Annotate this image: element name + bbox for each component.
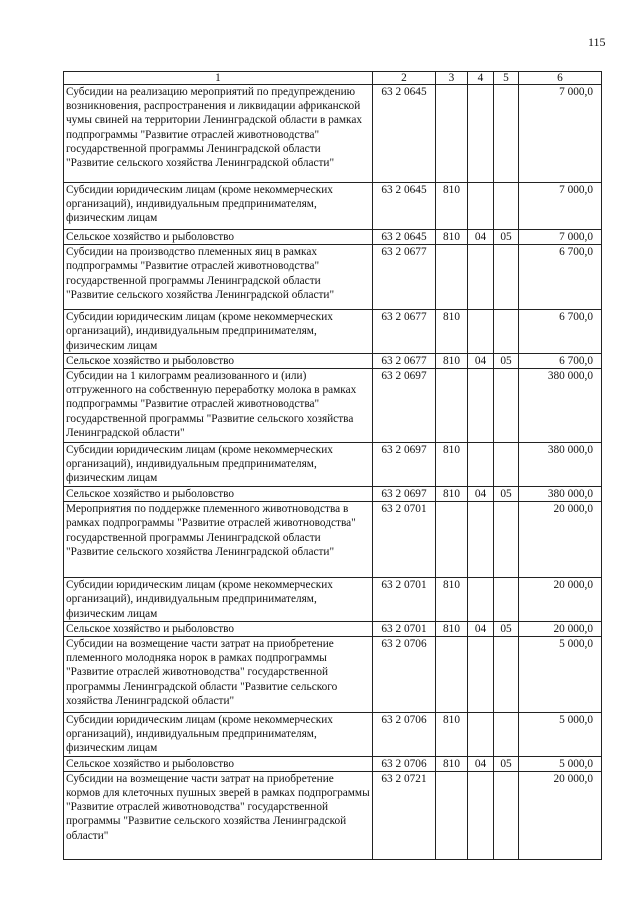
row-subsection: 05	[494, 230, 519, 245]
row-code: 63 2 0677	[373, 245, 436, 310]
table-row	[64, 443, 602, 487]
row-subsection	[494, 771, 519, 859]
row-name: Мероприятия по поддержке племенного животноводства в рамках подпрограммы "Развитие отраслей животноводства" государственной программы Ленинградской области "Развитие сельского хозяйства Ленинградской области"	[64, 502, 373, 578]
row-amount: 20 000,0	[519, 771, 602, 859]
row-amount: 7 000,0	[519, 230, 602, 245]
row-name: Сельское хозяйство и рыболовство	[64, 230, 373, 245]
row-expense-type: 810	[436, 310, 468, 354]
header-col-3: 3	[436, 72, 468, 85]
row-subsection	[494, 578, 519, 622]
row-expense-type: 810	[436, 230, 468, 245]
row-code: 63 2 0697	[373, 369, 436, 443]
table-row	[64, 621, 602, 636]
row-section	[468, 310, 494, 354]
row-expense-type	[436, 245, 468, 310]
row-section: 04	[468, 353, 494, 368]
row-amount: 5 000,0	[519, 756, 602, 771]
row-code: 63 2 0677	[373, 310, 436, 354]
row-code: 63 2 0721	[373, 771, 436, 859]
row-section	[468, 245, 494, 310]
row-expense-type: 810	[436, 756, 468, 771]
row-subsection	[494, 713, 519, 757]
header-col-2: 2	[373, 72, 436, 85]
row-expense-type: 810	[436, 487, 468, 502]
header-col-4: 4	[468, 72, 494, 85]
row-name: Субсидии на производство племенных яиц в рамках подпрограммы "Развитие отраслей животноводства" государственной программы Ленинградской области "Развитие сельского хозяйства Ленинградской области"	[64, 245, 373, 310]
row-subsection	[494, 502, 519, 578]
table-row	[64, 771, 602, 859]
table-row	[64, 578, 602, 622]
row-name: Субсидии юридическим лицам (кроме некоммерческих организаций), индивидуальным предпринимателям, физическим лицам	[64, 713, 373, 757]
table-row	[64, 245, 602, 310]
table-row	[64, 183, 602, 230]
row-section	[468, 85, 494, 183]
header-col-6: 6	[519, 72, 602, 85]
table-row	[64, 369, 602, 443]
header-col-5: 5	[494, 72, 519, 85]
row-name: Сельское хозяйство и рыболовство	[64, 621, 373, 636]
row-subsection	[494, 85, 519, 183]
row-subsection	[494, 310, 519, 354]
row-code: 63 2 0645	[373, 183, 436, 230]
row-code: 63 2 0645	[373, 230, 436, 245]
row-expense-type	[436, 637, 468, 713]
row-subsection	[494, 443, 519, 487]
row-code: 63 2 0697	[373, 443, 436, 487]
row-expense-type	[436, 85, 468, 183]
row-name: Субсидии на возмещение части затрат на приобретение племенного молодняка норок в рамках подпрограммы "Развитие отраслей животноводства" государственной программы Ленинградской области "Развитие сельского хозяйства Ленинградской области"	[64, 637, 373, 713]
table-row	[64, 487, 602, 502]
row-section: 04	[468, 487, 494, 502]
row-amount: 20 000,0	[519, 578, 602, 622]
row-name: Субсидии юридическим лицам (кроме некоммерческих организаций), индивидуальным предпринимателям, физическим лицам	[64, 578, 373, 622]
row-amount: 380 000,0	[519, 487, 602, 502]
row-expense-type: 810	[436, 353, 468, 368]
row-section	[468, 578, 494, 622]
row-subsection: 05	[494, 756, 519, 771]
row-name: Субсидии юридическим лицам (кроме некоммерческих организаций), индивидуальным предпринимателям, физическим лицам	[64, 310, 373, 354]
row-amount: 7 000,0	[519, 183, 602, 230]
row-subsection	[494, 369, 519, 443]
row-expense-type: 810	[436, 621, 468, 636]
row-section: 04	[468, 621, 494, 636]
row-section	[468, 637, 494, 713]
row-section	[468, 771, 494, 859]
row-subsection: 05	[494, 621, 519, 636]
page-number: 115	[588, 35, 606, 49]
row-section	[468, 443, 494, 487]
row-expense-type: 810	[436, 578, 468, 622]
row-section: 04	[468, 230, 494, 245]
row-name: Субсидии юридическим лицам (кроме некоммерческих организаций), индивидуальным предпринимателям, физическим лицам	[64, 443, 373, 487]
row-subsection	[494, 637, 519, 713]
row-name: Сельское хозяйство и рыболовство	[64, 756, 373, 771]
row-subsection: 05	[494, 353, 519, 368]
row-expense-type: 810	[436, 183, 468, 230]
table-row	[64, 310, 602, 354]
row-code: 63 2 0701	[373, 621, 436, 636]
table-row	[64, 353, 602, 368]
row-code: 63 2 0706	[373, 713, 436, 757]
row-section	[468, 502, 494, 578]
row-subsection	[494, 183, 519, 230]
row-amount: 6 700,0	[519, 310, 602, 354]
row-code: 63 2 0677	[373, 353, 436, 368]
row-amount: 5 000,0	[519, 713, 602, 757]
row-amount: 20 000,0	[519, 621, 602, 636]
row-expense-type	[436, 502, 468, 578]
table-row	[64, 637, 602, 713]
table-row	[64, 85, 602, 183]
row-name: Субсидии на реализацию мероприятий по предупреждению возникновения, распространения и ликвидации африканской чумы свиней на территории Ленинградской области в рамках подпрограммы "Развитие отраслей животноводства" государственной программы Ленинградской области "Развитие сельского хозяйства Ленинградской области"	[64, 85, 373, 183]
row-code: 63 2 0706	[373, 637, 436, 713]
row-code: 63 2 0697	[373, 487, 436, 502]
table-row	[64, 230, 602, 245]
row-section: 04	[468, 756, 494, 771]
row-name: Сельское хозяйство и рыболовство	[64, 487, 373, 502]
row-amount: 6 700,0	[519, 353, 602, 368]
table-header-row	[64, 72, 602, 85]
row-name: Сельское хозяйство и рыболовство	[64, 353, 373, 368]
row-amount: 20 000,0	[519, 502, 602, 578]
row-code: 63 2 0701	[373, 502, 436, 578]
row-subsection	[494, 245, 519, 310]
row-amount: 380 000,0	[519, 369, 602, 443]
row-subsection: 05	[494, 487, 519, 502]
row-section	[468, 713, 494, 757]
row-section	[468, 183, 494, 230]
row-expense-type: 810	[436, 443, 468, 487]
row-expense-type	[436, 369, 468, 443]
row-amount: 5 000,0	[519, 637, 602, 713]
row-section	[468, 369, 494, 443]
row-expense-type	[436, 771, 468, 859]
budget-table	[63, 71, 602, 860]
row-code: 63 2 0706	[373, 756, 436, 771]
row-name: Субсидии юридическим лицам (кроме некоммерческих организаций), индивидуальным предпринимателям, физическим лицам	[64, 183, 373, 230]
row-amount: 7 000,0	[519, 85, 602, 183]
table-row	[64, 502, 602, 578]
table-row	[64, 713, 602, 757]
row-expense-type: 810	[436, 713, 468, 757]
row-amount: 380 000,0	[519, 443, 602, 487]
row-code: 63 2 0701	[373, 578, 436, 622]
table-row	[64, 756, 602, 771]
header-col-1: 1	[64, 72, 373, 85]
row-name: Субсидии на возмещение части затрат на приобретение кормов для клеточных пушных зверей в рамках подпрограммы "Развитие отраслей животноводства" государственной программы "Развитие сельского хозяйства Ленинградской области"	[64, 771, 373, 859]
row-name: Субсидии на 1 килограмм реализованного и (или) отгруженного на собственную переработку молока в рамках подпрограммы "Развитие отраслей животноводства" государственной программы "Развитие сельского хозяйства Ленинградской области"	[64, 369, 373, 443]
row-code: 63 2 0645	[373, 85, 436, 183]
row-amount: 6 700,0	[519, 245, 602, 310]
